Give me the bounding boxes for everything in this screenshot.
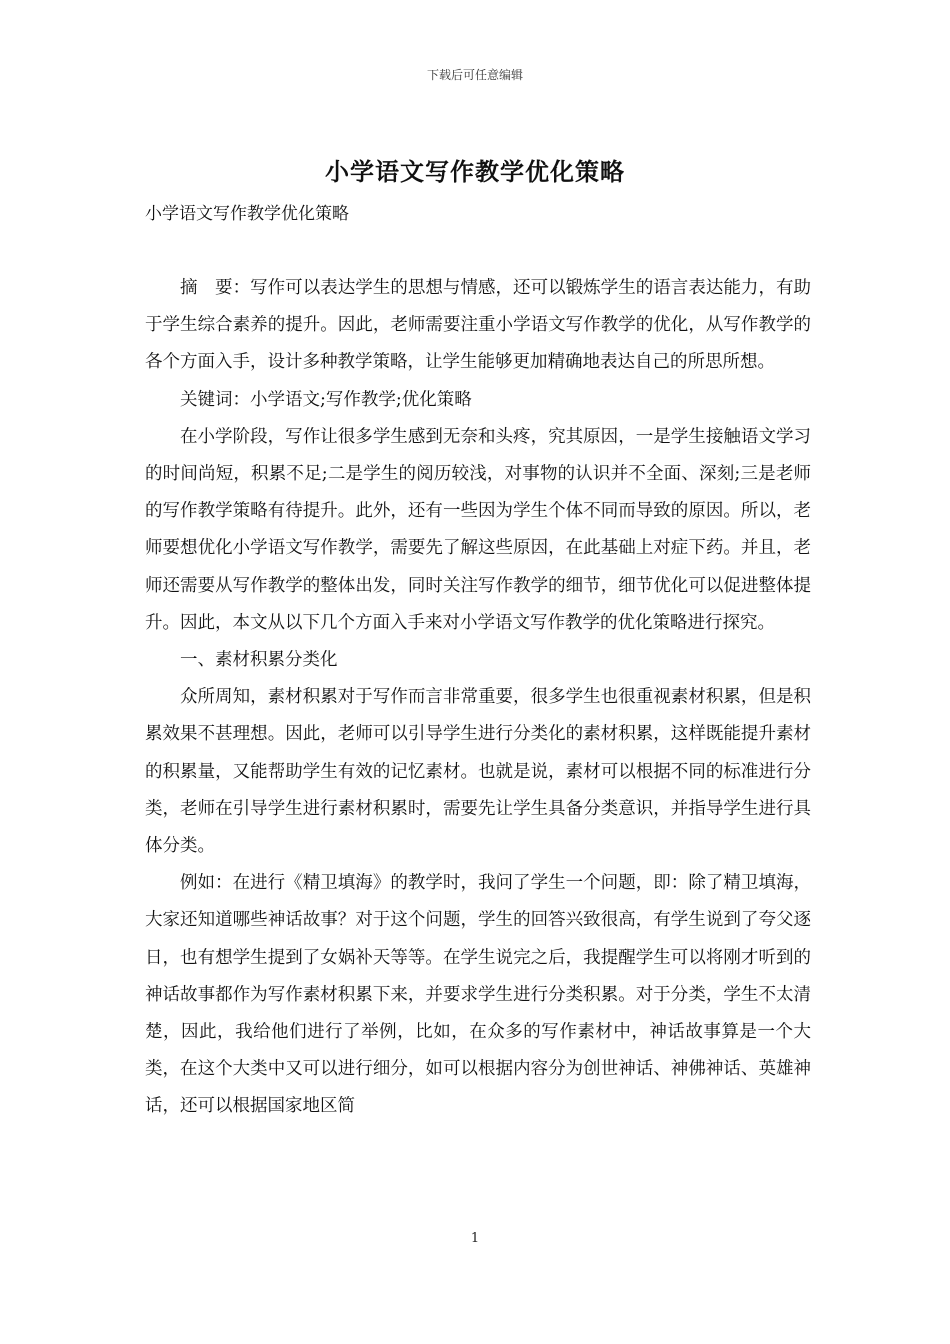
document-subtitle: 小学语文写作教学优化策略 <box>145 204 349 224</box>
abstract-paragraph: 摘 要：写作可以表达学生的思想与情感，还可以锻炼学生的语言表达能力，有助于学生综合素养的提升。因此，老师需要注重小学语文写作教学的优化，从写作教学的各个方面入手，设计多种教学策略，让学生能够更加精确地表达自己的所思所想。 <box>145 278 811 373</box>
section-heading: 一、素材积累分类化 <box>180 650 338 671</box>
intro-paragraph: 在小学阶段，写作让很多学生感到无奈和头疼，究其原因，一是学生接触语文学习的时间尚短，积累不足;二是学生的阅历较浅，对事物的认识并不全面、深刻;三是老师的写作教学策略有待提升。此外，还有一些因为学生个体不同而导致的原因。所以，老师要想优化小学语文写作教学，需要先了解这些原因，在此基础上对症下药。并且，老师还需要从写作教学的整体出发，同时关注写作教学的细节，细节优化可以促进整体提升。因此，本文从以下几个方面入手来对小学语文写作教学的优化策略进行探究。 <box>145 426 811 633</box>
header-note: 下载后可任意编辑 <box>426 68 523 82</box>
document-title: 小学语文写作教学优化策略 <box>325 157 625 186</box>
document-body <box>145 270 811 1126</box>
page-number: 1 <box>470 1231 480 1246</box>
keywords-paragraph: 关键词：小学语文;写作教学;优化策略 <box>180 389 472 410</box>
body-paragraph: 众所周知，素材积累对于写作而言非常重要，很多学生也很重视素材积累，但是积累效果不甚理想。因此，老师可以引导学生进行分类化的素材积累，这样既能提升素材的积累量，又能帮助学生有效的记忆素材。也就是说，素材可以根据不同的标准进行分类，老师在引导学生进行素材积累时，需要先让学生具备分类意识，并指导学生进行具体分类。 <box>145 687 811 857</box>
example-paragraph: 例如：在进行《精卫填海》的教学时，我问了学生一个问题，即：除了精卫填海，大家还知道哪些神话故事？对于这个问题，学生的回答兴致很高，有学生说到了夸父逐日，也有想学生提到了女娲补天等等。在学生说完之后，我提醒学生可以将刚才听到的神话故事都作为写作素材积累下来，并要求学生进行分类积累。对于分类，学生不太清楚，因此，我给他们进行了举例，比如，在众多的写作素材中，神话故事算是一个大类，在这个大类中又可以进行细分，如可以根据内容分为创世神话、神佛神话、英雄神话，还可以根据国家地区简 <box>145 873 811 1117</box>
